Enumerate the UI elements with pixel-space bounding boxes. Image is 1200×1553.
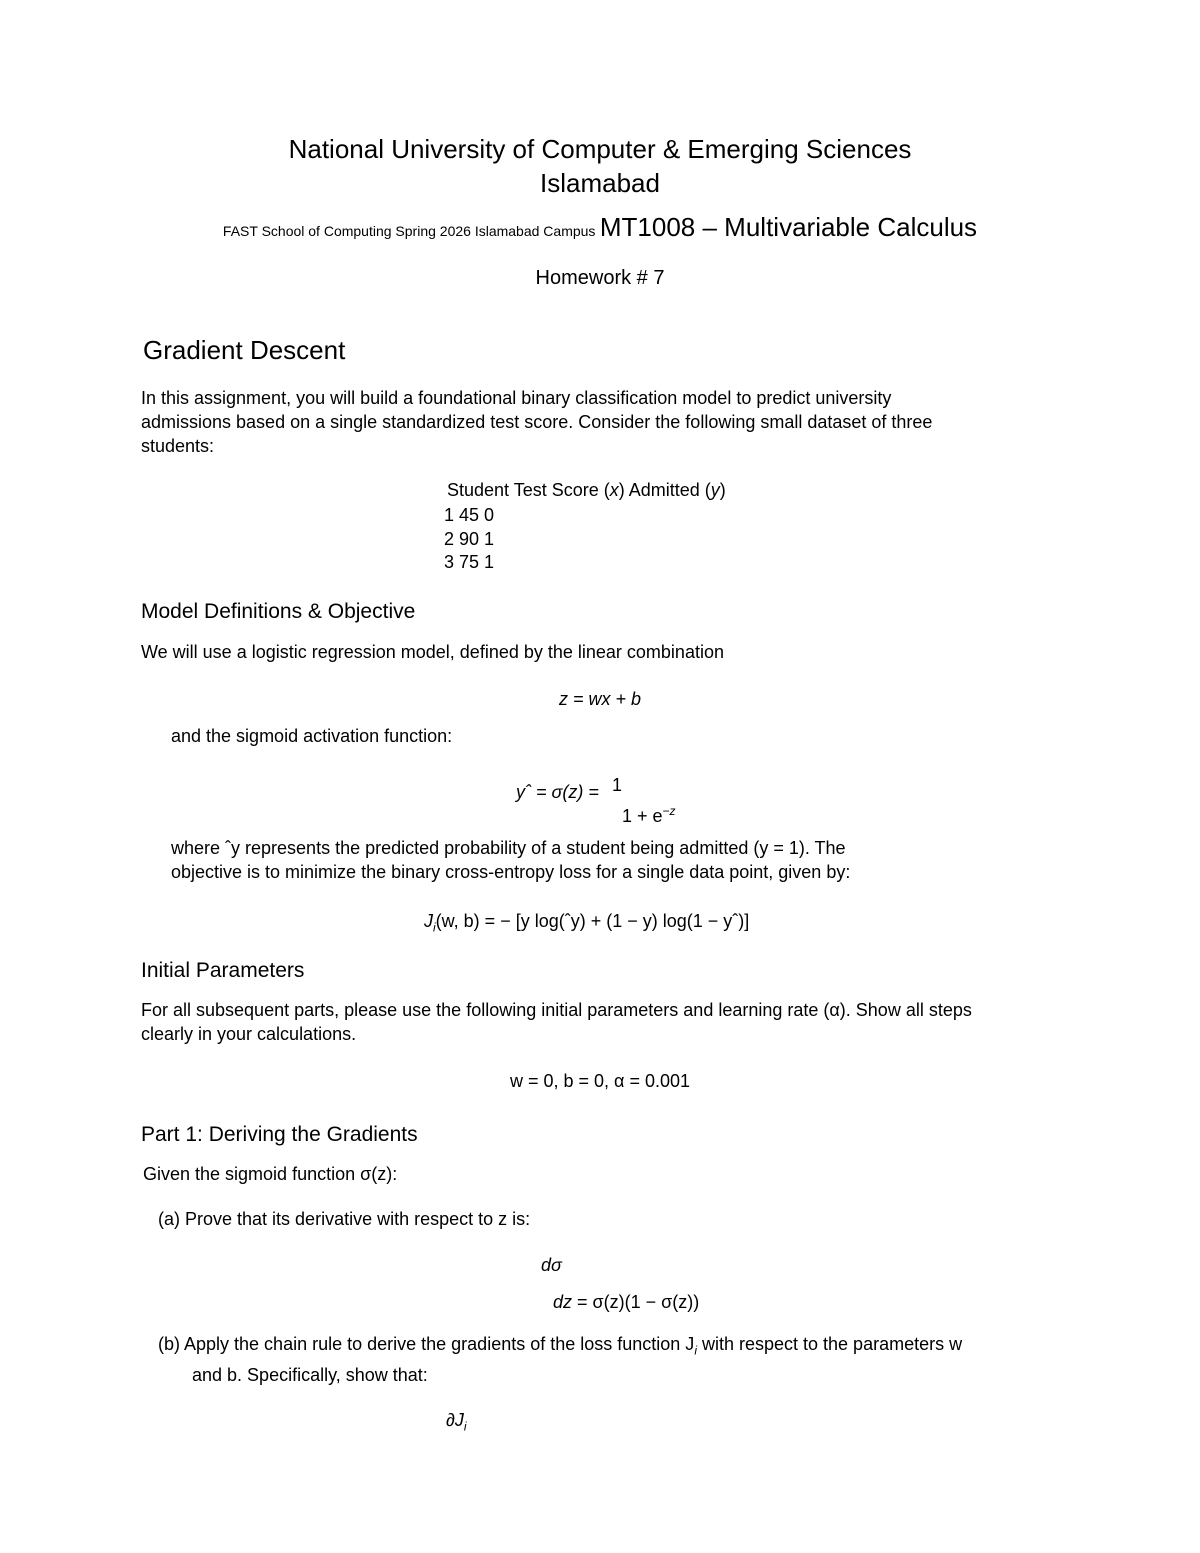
- school-line: FAST School of Computing Spring 2026 Islamabad Campus: [222, 223, 596, 239]
- equation-initial: w = 0, b = 0, α = 0.001: [509, 1071, 691, 1091]
- course-line: [0, 212, 1200, 243]
- dataset-row: 3 75 1: [444, 552, 495, 572]
- initial-line-2: clearly in your calculations.: [141, 1024, 357, 1044]
- course-title: MT1008 – Multivariable Calculus: [599, 212, 978, 242]
- model-line-1: We will use a logistic regression model, defined by the linear combination: [141, 642, 724, 662]
- model-line-2: and the sigmoid activation function:: [171, 726, 453, 746]
- equation-sigmoid: yˆ = σ(z) =: [516, 782, 599, 802]
- initial-heading: Initial Parameters: [141, 959, 305, 982]
- city-title: Islamabad: [540, 168, 660, 198]
- university-title: National University of Computer & Emerging Sciences: [288, 134, 912, 164]
- sigmoid-numerator: 1: [612, 775, 623, 795]
- where-line-1: where ˆy represents the predicted probability of a student being admitted (y = 1). The: [171, 838, 846, 858]
- where-paragraph: [171, 836, 850, 884]
- intro-line-2: admissions based on a single standardized test score. Consider the following small dataset of three: [141, 412, 933, 432]
- initial-paragraph: [141, 998, 972, 1046]
- dataset-row: 2 90 1: [444, 529, 495, 549]
- where-line-2: objective is to minimize the binary cross-entropy loss for a single data point, given by:: [171, 862, 851, 882]
- gradient-numerator: $\partial J_i$: [446, 1410, 467, 1434]
- derivative-numerator: dσ: [541, 1255, 562, 1275]
- part1-b-paragraph: [158, 1332, 962, 1387]
- dataset-header: Student Test Score (x) Admitted (y): [447, 480, 726, 500]
- equation-z: z = wx + b: [558, 689, 642, 709]
- model-heading: Model Definitions & Objective: [141, 600, 416, 623]
- equation-loss: $J_i(w$, b) = − [y log(ˆy) + (1 − y) log(1 − yˆ)]: [424, 911, 750, 935]
- homework-number: Homework # 7: [535, 267, 665, 289]
- part1-b-line-1: (b) Apply the chain rule to derive the gradients of the loss function $J_i$ with respect to the parameters w: [158, 1334, 963, 1358]
- part1-heading: Part 1: Deriving the Gradients: [141, 1123, 418, 1146]
- intro-line-3: students:: [141, 436, 215, 456]
- part1-b-line-2: and b. Specifically, show that:: [192, 1364, 428, 1385]
- intro-line-1: In this assignment, you will build a foundational binary classification model to predict university: [141, 388, 892, 408]
- part1-a-text: (a) Prove that its derivative with respect to z is:: [158, 1209, 531, 1229]
- section-title: Gradient Descent: [143, 335, 346, 365]
- part1-given: Given the sigmoid function σ(z):: [143, 1164, 398, 1184]
- dataset-row: 1 45 0: [444, 505, 495, 525]
- derivative-equation: dz = σ(z)(1 − σ(z)): [553, 1292, 700, 1312]
- sigmoid-denominator: $1 + e^{-z}$: [622, 804, 676, 826]
- initial-line-1: For all subsequent parts, please use the following initial parameters and learning rate (α). Show all steps: [141, 1000, 972, 1020]
- intro-paragraph: [141, 386, 932, 458]
